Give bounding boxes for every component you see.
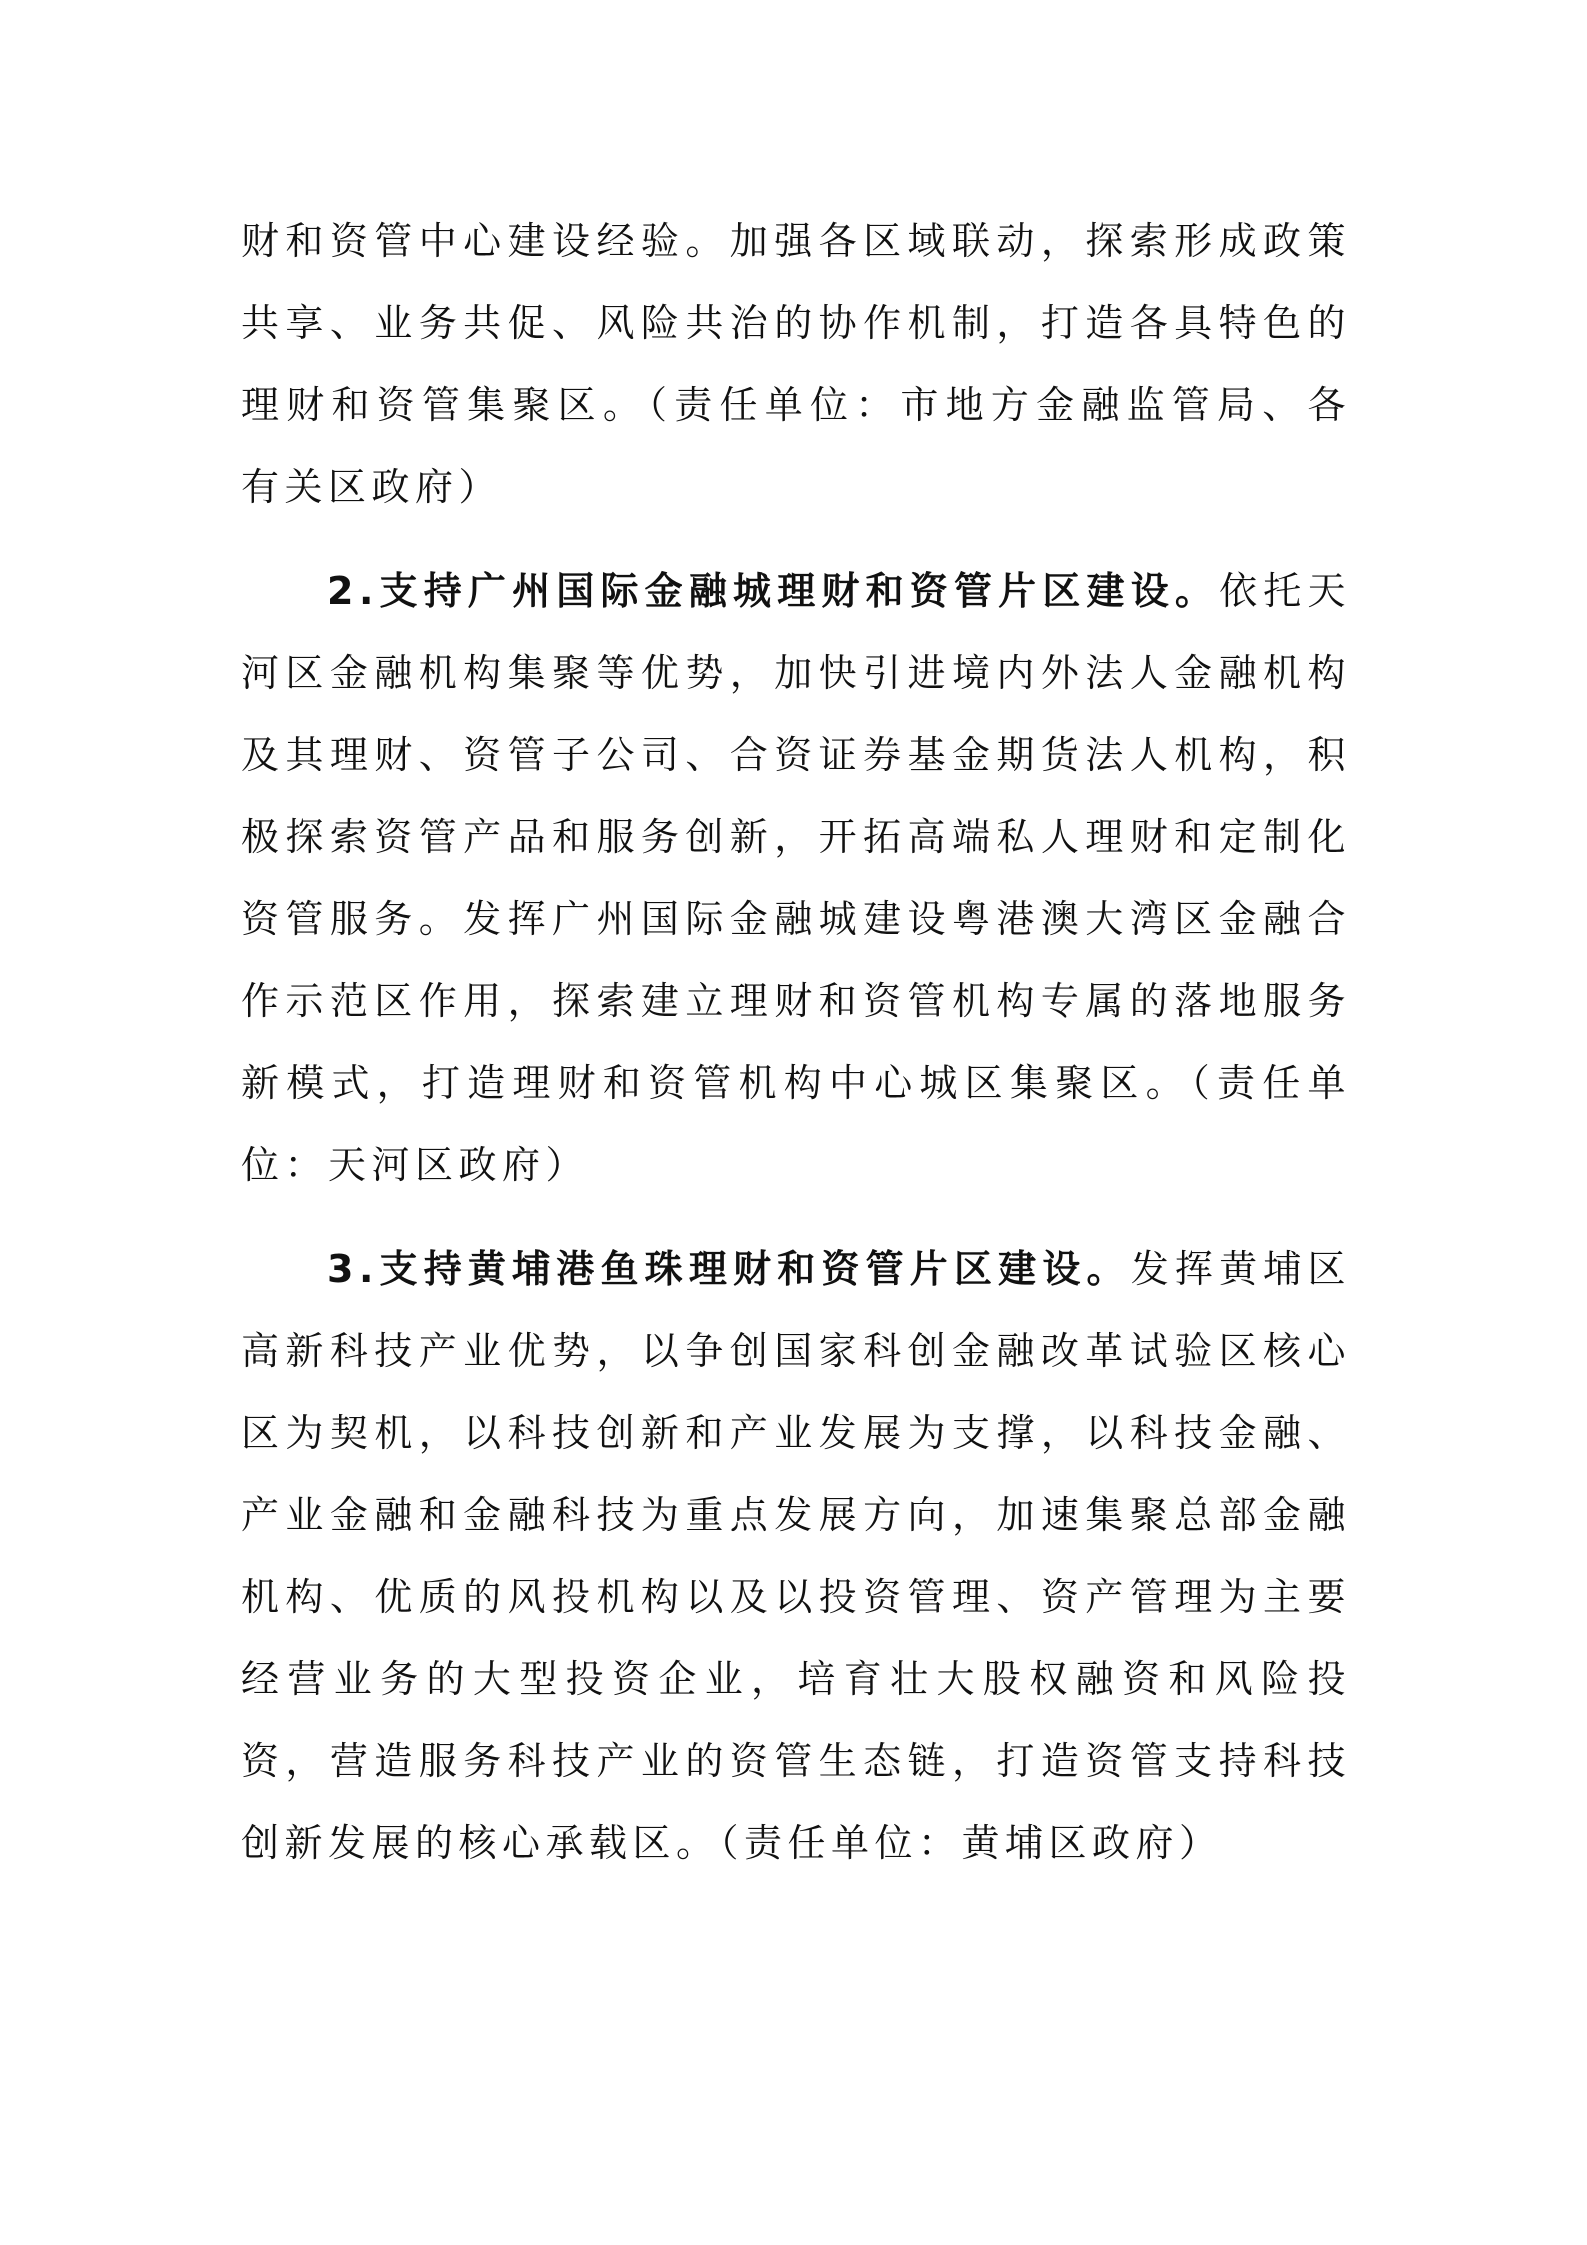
paragraph-item-2 — [241, 550, 1351, 1206]
item-3-body: 发挥黄埔区高新科技产业优势，以争创国家科创金融改革试验区核心区为契机，以科技创新和产业发展为支撑，以科技金融、产业金融和金融科技为重点发展方向，加速集聚总部金融机构、优质的风投机构以及以投资管理、资产管理为主要经营业务的大型投资企业，培育壮大股权融资和风险投资，营造服务科技产业的资管生态链，打造资管支持科技创新发展的核心承载区。（责任单位：黄埔区政府） — [241, 1247, 1351, 1865]
paragraph-item-3 — [241, 1228, 1351, 1884]
paragraph-text: 财和资管中心建设经验。加强各区域联动，探索形成政策共享、业务共促、风险共治的协作机制，打造各具特色的理财和资管集聚区。（责任单位：市地方金融监管局、各有关区政府） — [241, 219, 1351, 509]
document-body — [241, 200, 1351, 1906]
paragraph-continuation — [241, 200, 1351, 528]
item-3-heading: 3.支持黄埔港鱼珠理财和资管片区建设。 — [327, 1247, 1131, 1291]
item-2-heading: 2.支持广州国际金融城理财和资管片区建设。 — [327, 569, 1220, 613]
item-2-body: 依托天河区金融机构集聚等优势，加快引进境内外法人金融机构及其理财、资管子公司、合资证券基金期货法人机构，积极探索资管产品和服务创新，开拓高端私人理财和定制化资管服务。发挥广州国际金融城建设粤港澳大湾区金融合作示范区作用，探索建立理财和资管机构专属的落地服务新模式，打造理财和资管机构中心城区集聚区。（责任单位：天河区政府） — [241, 569, 1351, 1187]
